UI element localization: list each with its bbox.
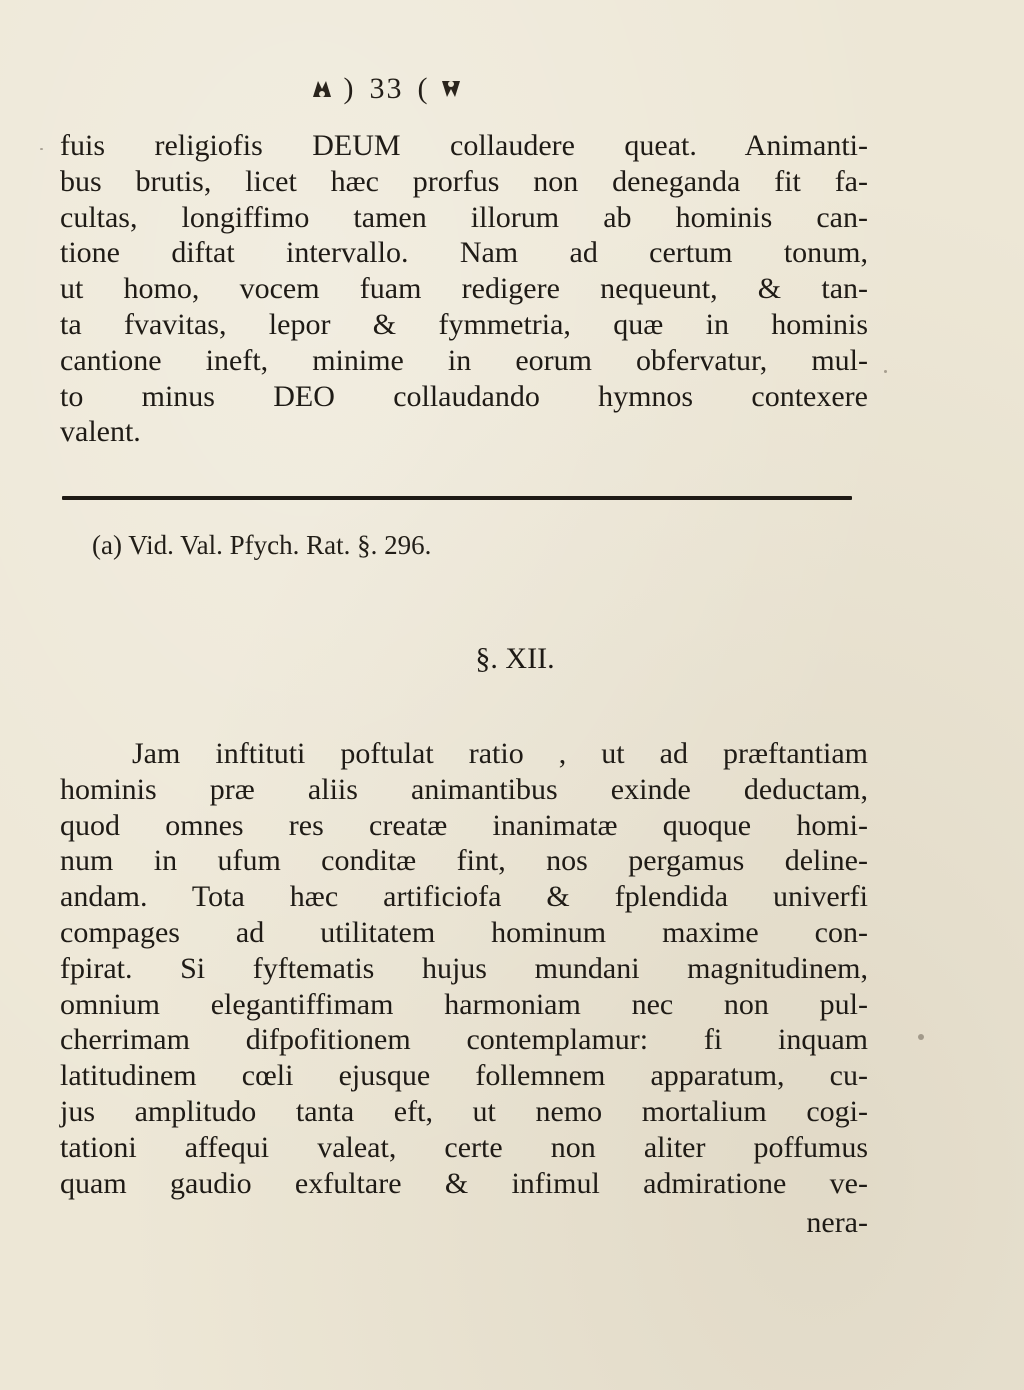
text-line: cultas, longiffimo tamen illorum ab hominis can- — [60, 200, 868, 234]
text-line: cherrimam difpofitionem contemplamur: fi inquam — [60, 1023, 868, 1057]
catchword: nera- — [806, 1206, 868, 1239]
text-line: valent. — [60, 415, 141, 449]
ink-speck — [884, 370, 887, 373]
text-line: compages ad utilitatem hominum maxime con- — [60, 915, 868, 949]
text-line: hominis præ aliis animantibus exinde deductam, — [60, 772, 868, 806]
text-line: tione diftat intervallo. Nam ad certum tonum, — [60, 236, 868, 270]
section-heading: §. XII. — [475, 642, 555, 675]
ink-speck — [40, 148, 43, 150]
text-line: fuis religiofis DEUM collaudere queat. Animanti- — [60, 129, 868, 162]
text-line: andam. Tota hæc artificiofa & fplendida univerfi — [60, 880, 868, 914]
text-line: ta fvavitas, lepor & fymmetria, quæ in hominis — [60, 307, 868, 341]
page-header — [310, 72, 610, 106]
main-paragraph — [60, 128, 868, 450]
text-line: quod omnes res creatæ inanimatæ quoque homi- — [60, 808, 868, 842]
text-line: jus amplitudo tanta eft, ut nemo mortalium cogi- — [60, 1094, 868, 1128]
text-line: omnium elegantiffimam harmoniam nec non pul- — [60, 987, 868, 1021]
text-line: latitudinem cœli ejusque follemnem apparatum, cu- — [60, 1059, 868, 1093]
text-line: to minus DEO collaudando hymnos contexere — [60, 379, 868, 413]
printer-ornament-left-icon — [310, 77, 334, 101]
text-line: quam gaudio exfultare & infimul admiratione ve- — [60, 1166, 868, 1200]
text-line: num in ufum conditæ fint, nos pergamus deline- — [60, 844, 868, 878]
header-right-bracket: ( — [417, 72, 430, 105]
text-line: ut homo, vocem fuam redigere nequeunt, & tan- — [60, 272, 868, 306]
text-line: fpirat. Si fyftematis hujus mundani magnitudinem, — [60, 951, 868, 985]
header-left-bracket: ) — [343, 72, 356, 105]
printer-ornament-right-icon — [439, 77, 463, 101]
page-number: 33 — [369, 72, 404, 105]
footnote: (a) Vid. Val. Pfych. Rat. §. 296. — [92, 530, 432, 560]
footnote-divider — [62, 496, 852, 500]
ink-speck — [918, 1034, 924, 1040]
text-line: bus brutis, licet hæc prorfus non deneganda fit fa- — [60, 164, 868, 198]
section-paragraph — [60, 736, 868, 1201]
text-line: Jam inftituti poftulat ratio , ut ad præftantiam — [132, 737, 868, 770]
text-line: cantione ineft, minime in eorum obfervatur, mul- — [60, 343, 868, 377]
text-line: tationi affequi valeat, certe non aliter poffumus — [60, 1130, 868, 1164]
